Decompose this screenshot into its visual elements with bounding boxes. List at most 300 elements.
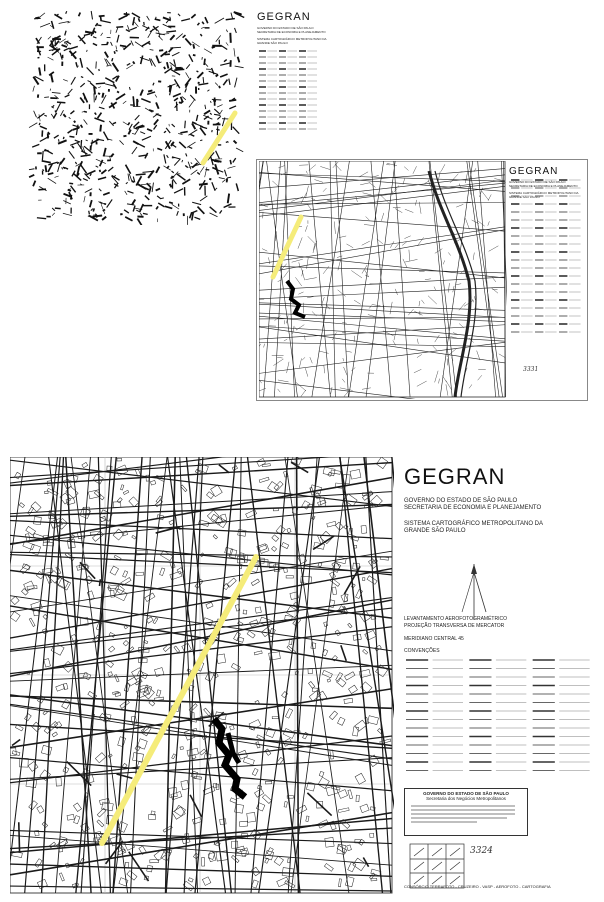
street-segment [81,125,83,128]
street-segment [155,95,157,98]
street-segment [117,35,119,43]
street-segment [63,137,64,139]
street-segment [120,140,124,144]
street-segment [236,183,238,191]
street-segment [216,151,220,159]
street-segment [114,175,116,176]
street-segment [174,59,176,65]
street-segment [140,204,144,212]
street-segment [81,155,91,156]
street-segment [70,111,74,114]
street-segment [181,19,190,21]
street-segment [98,87,101,88]
street-segment [171,171,173,173]
street-segment [176,34,183,40]
street-segment [222,180,225,183]
street-segment [190,95,195,101]
street-segment [204,110,210,114]
sistema-line: SISTEMA CARTOGRÁFICO METROPOLITANO DA [404,521,544,527]
street-segment [116,94,125,100]
street-segment [99,107,105,109]
street-segment [45,149,53,154]
street-segment [188,162,191,170]
street-segment [40,126,47,129]
street-segment [100,125,101,132]
footer-consortium: CONSÓRCIO TERRAFOTO - CRUZEIRO - VASP - AEROFOTO - CARTOGRAFIA [404,884,551,889]
street-segment [212,182,215,190]
street-segment [136,174,146,175]
street-segment [60,53,62,60]
street-segment [88,81,91,83]
levantamento-line: LEVANTAMENTO AEROFOTOGRAMÉTRICO [404,616,507,622]
street-segment [116,50,118,51]
street-segment [205,63,208,66]
street-segment [108,167,113,171]
legend-line: GOVERNO DO ESTADO DE SÃO PAULO [509,180,566,184]
street-segment [123,48,125,49]
street-segment [54,135,59,138]
street-segment [220,74,227,77]
street-segment [126,182,128,184]
street-segment [178,14,180,16]
street-segment [77,143,83,152]
street-segment [226,142,228,143]
street-segment [38,57,40,58]
street-segment [199,184,208,185]
street-segment [226,30,227,32]
street-segment [200,34,202,36]
legend-line: SECRETARIA DE ECONOMIA E PLANEJAMENTO [257,30,326,34]
street-segment [167,62,169,68]
issuer-secretaria: Secretaria dos Negócios Metropolitanos [426,796,506,801]
street-segment [164,154,166,163]
street-segment [180,132,187,133]
street-segment [86,140,88,141]
street-segment [94,118,104,122]
street-segment [76,62,77,67]
street-segment [193,44,194,48]
street-segment [37,218,46,219]
street-segment [91,11,92,19]
street-segment [156,102,159,108]
street-segment [95,23,97,26]
meridiano-line: MERIDIANO CENTRAL 45 [404,636,464,642]
street-segment [203,77,204,83]
street-segment [141,184,151,185]
street-segment [48,178,56,183]
street-segment [100,170,101,172]
street-segment [181,97,183,101]
street-segment [55,110,56,112]
street-segment [101,17,102,22]
street-segment [129,124,132,130]
street-segment [81,165,87,173]
street-segment [134,22,138,27]
street-segment [62,45,67,47]
street-segment [90,174,91,176]
street-segment [207,90,209,91]
street-segment [84,120,88,125]
street-segment [164,131,166,133]
street-segment [183,35,186,38]
street-segment [63,213,72,215]
street-segment [229,106,236,109]
street-segment [98,93,100,94]
street-segment [210,113,212,114]
street-segment [34,111,37,118]
street-segment [174,159,180,165]
street-segment [102,217,106,220]
street-segment [48,36,51,39]
street-segment [124,210,129,213]
street-segment [230,160,231,164]
street-segment [226,19,235,20]
street-segment [191,170,198,175]
street-segment [154,125,157,130]
street-segment [87,67,94,74]
street-segment [178,133,182,134]
street-segment [93,43,97,45]
street-segment [89,211,90,215]
street-segment [128,174,129,181]
street-segment [177,211,179,216]
street-segment [198,83,208,85]
map-sheet-top-right [256,159,588,401]
street-segment [87,50,88,52]
street-segment [214,114,220,115]
street-segment [33,86,35,92]
street-segment [196,115,197,121]
street-segment [68,89,73,94]
street-segment [81,77,83,78]
legend-line: SISTEMA CARTOGRÁFICO METROPOLITANO DA [257,37,327,41]
street-segment [123,101,126,104]
street-segment [170,17,171,19]
street-segment [220,210,222,213]
north-arrow-diagram [434,562,514,622]
street-segment [38,48,39,52]
street-segment [128,122,130,124]
street-segment [204,49,212,54]
street-segment [205,105,206,109]
street-segment [158,36,162,40]
street-segment [75,162,76,164]
street-segment [209,213,217,217]
street-segment [201,27,205,28]
street-segment [39,123,40,125]
street-segment [166,31,176,32]
street-segment [185,121,186,128]
street-segment [120,45,126,46]
street-segment [229,79,230,85]
street-segment [132,147,137,154]
legend-line: SECRETARIA DE ECONOMIA E PLANEJAMENTO [509,184,578,188]
street-segment [171,176,174,178]
street-segment [204,59,205,65]
street-segment [112,58,113,61]
street-segment [54,176,58,177]
street-segment [167,155,169,158]
street-segment [142,136,151,140]
legend-top-right [509,166,584,199]
street-segment [69,46,78,49]
street-segment [32,144,39,147]
street-segment [143,213,148,214]
issuer-text-lines [407,803,519,827]
street-segment [80,83,84,87]
street-segment [123,136,126,137]
secretaria-line: SECRETARIA DE ECONOMIA E PLANEJAMENTO [404,505,542,511]
street-segment [145,196,149,200]
street-segment [197,72,203,78]
street-segment [224,170,226,177]
street-segment [167,166,169,168]
street-segment [37,113,44,118]
street-segment [192,123,195,129]
street-segment [63,79,68,81]
street-segment [205,167,207,177]
street-segment [99,16,105,17]
street-segment [156,167,159,173]
street-segment [65,31,66,36]
street-segment [185,88,187,92]
street-segment [235,66,244,68]
street-segment [79,13,81,17]
street-segment [152,183,153,192]
street-segment [185,38,191,45]
legend-top-left [257,11,342,45]
street-segment [169,202,173,203]
street-segment [158,203,164,207]
street-segment [133,17,135,25]
street-segment [58,139,59,142]
street-segment [173,93,181,96]
sheet-title: GEGRAN [257,11,311,23]
street-segment [234,141,237,144]
legend-line: GRANDE SÃO PAULO [509,195,540,199]
street-segment [157,196,161,199]
street-segment [117,91,119,92]
street-segment [116,28,118,33]
street-segment [137,219,142,225]
street-segment [96,83,105,84]
street-segment [205,17,208,23]
street-segment [104,148,106,157]
street-segment [37,13,45,19]
street-segment [226,42,228,45]
street-segment [50,89,51,91]
street-segment [98,113,102,119]
street-segment [189,100,194,107]
street-segment [192,202,201,204]
sheet-title: GEGRAN [404,464,506,489]
street-segment [75,140,79,142]
street-segment [174,98,178,101]
street-segment [238,57,240,63]
street-segment [131,41,133,46]
street-segment [210,101,211,103]
street-segment [161,198,164,199]
street-segment [99,189,101,191]
street-segment [182,179,190,184]
street-segment [101,170,106,174]
street-segment [132,200,135,205]
street-segment [220,110,223,114]
street-segment [147,129,152,131]
street-segment [228,194,229,204]
street-segment [220,63,230,65]
street-segment [67,42,71,44]
street-segment [186,64,190,69]
handwritten-sheet-number: 3324 [470,846,493,856]
street-segment [80,97,84,102]
street-segment [33,181,35,187]
street-segment [227,177,231,178]
street-segment [141,99,150,103]
street-segment [113,122,116,123]
issuer-box [404,788,528,836]
street-segment [153,83,154,86]
street-segment [101,33,103,36]
street-segment [40,23,50,27]
street-segment [48,173,53,174]
street-segment [200,128,206,135]
street-segment [235,28,237,33]
street-segment [227,166,235,168]
street-segment [156,56,159,63]
street-segment [212,47,215,48]
street-segment [136,126,144,128]
street-segment [202,22,204,24]
street-segment [150,50,154,51]
street-segment [85,189,92,193]
street-segment [116,46,117,50]
street-texture [29,11,244,225]
street-segment [181,101,184,103]
street-segment [29,123,37,128]
street-segment [69,136,74,137]
street-segment [182,97,186,100]
street-segment [217,105,222,107]
street-segment [71,195,72,200]
government-line: GOVERNO DO ESTADO DE SÃO PAULO [404,498,518,504]
street-segment [214,109,219,114]
street-segment [190,134,194,136]
street-segment [111,42,113,46]
street-segment [127,63,130,65]
street-segment [105,52,108,58]
street-segment [224,60,227,62]
street-segment [213,100,216,101]
street-segment [52,208,55,211]
map-bottom-graphic [10,457,394,895]
street-segment [197,23,199,25]
street-segment [130,27,137,30]
street-segment [93,37,96,38]
street-segment [43,161,51,163]
street-segment [165,206,172,208]
street-segment [93,208,94,211]
street-segment [189,147,193,149]
street-segment [174,69,184,70]
street-segment [234,48,235,56]
street-segment [133,206,135,212]
street-segment [90,200,92,207]
street-segment [176,102,177,111]
street-segment [123,122,129,125]
street-segment [191,14,195,18]
street-segment [186,153,187,156]
street-segment [84,34,91,36]
street-segment [52,213,55,216]
map-top-right-graphic [259,161,507,399]
handwritten-sheet-number: 3331 [523,366,539,373]
street-segment [45,165,46,172]
street-segment [69,117,71,119]
street-segment [177,174,186,180]
street-segment [191,162,192,164]
street-segment [216,35,221,41]
street-segment [73,128,80,130]
street-segment [170,35,174,40]
street-segment [69,151,74,158]
street-segment [149,188,151,195]
street-segment [114,51,115,54]
street-segment [135,115,140,120]
street-segment [98,177,106,179]
street-segment [64,48,70,51]
street-segment [156,189,160,191]
street-segment [128,130,130,135]
street-segment [63,200,71,204]
street-segment [223,80,227,86]
street-segment [236,148,243,152]
street-segment [182,160,183,162]
legend-symbols [257,47,317,137]
street-segment [52,92,61,93]
legend-symbols [404,656,594,776]
street-segment [125,217,132,221]
street-segment [133,62,135,64]
street-segment [59,21,70,23]
street-segment [127,191,133,193]
map-sheet-bottom [8,456,596,896]
street-segment [170,184,172,187]
street-segment [113,63,119,72]
projecao-line: PROJEÇÃO TRANSVERSA DE MERCATOR [404,623,505,629]
street-segment [233,127,240,134]
street-segment [133,141,139,144]
street-segment [74,121,75,123]
street-segment [217,116,220,119]
street-segment [51,74,53,82]
street-segment [235,78,237,88]
street-segment [80,58,82,68]
street-segment [95,96,96,101]
street-segment [72,146,74,148]
street-segment [132,133,135,134]
street-segment [216,75,218,77]
street-segment [95,113,97,115]
street-segment [196,71,198,72]
street-segment [140,132,145,134]
street-segment [63,114,65,117]
street-segment [71,77,75,85]
street-segment [62,167,63,169]
street-segment [99,579,100,586]
street-segment [68,190,71,191]
street-segment [154,119,158,124]
